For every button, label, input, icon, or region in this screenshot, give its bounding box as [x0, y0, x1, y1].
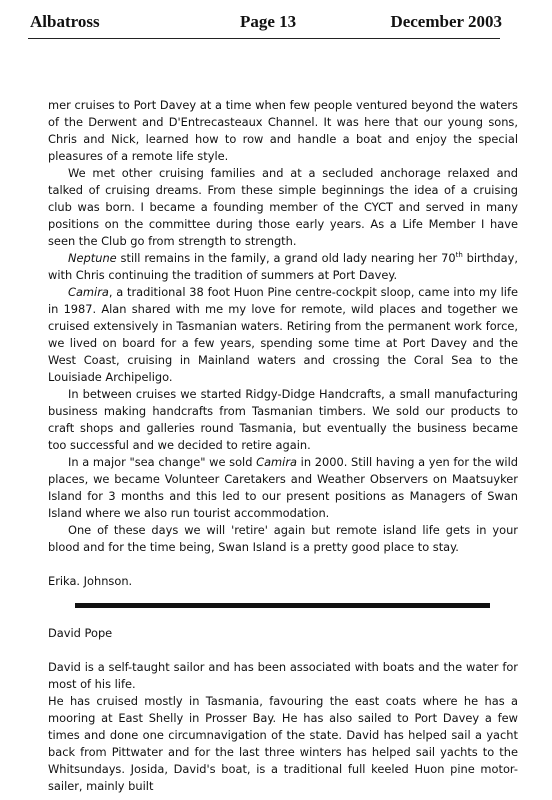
article-paragraph [48, 284, 518, 386]
newsletter-title: Albatross [30, 12, 100, 31]
section-divider [75, 603, 490, 608]
boat-name: Camira [68, 285, 109, 299]
article-paragraph: One of these days we will 'retire' again but remote island life gets in your blood and for the time being, Swan Island is a pretty good place to stay. [48, 523, 518, 554]
article-paragraph: We met other cruising families and at a secluded anchorage relaxed and talked of cruising dreams. From these simple beginnings the idea of a cruising club was born. I became a founding member of the CYCT and served in many positions on the committee during those early years. As a Life Member I have seen the Club go from strength to strength. [48, 166, 518, 248]
article-paragraph: mer cruises to Port Davey at a time when few people ventured beyond the waters of the Derwent and D'Entrecasteaux Channel. It was here that our young sons, Chris and Nick, learned how to row and handle a boat and enjoy the special pleasures of a remote life style. [48, 98, 518, 163]
page-body [48, 97, 518, 795]
issue-date: December 2003 [390, 12, 502, 31]
article-paragraph: In between cruises we started Ridgy-Didge Handcrafts, a small manufacturing business making handcrafts from Tasmanian timbers. We sold our products to craft shops and galleries round Tasmania, but eventually the business became too successful and we decided to retire again. [48, 387, 518, 452]
boat-name: Camira [256, 455, 297, 469]
article-paragraph [48, 454, 518, 522]
article-paragraph [48, 250, 518, 284]
bio-paragraph: David is a self-taught sailor and has been associated with boats and the water for most of his life. [48, 660, 518, 691]
boat-name: Neptune [68, 251, 117, 265]
article-text: birthday, with Chris continuing the tradition of summers at Port Davey. [48, 251, 518, 282]
bio-paragraph: He has cruised mostly in Tasmania, favouring the east coats where he has a mooring at East Shelly in Prosser Bay. He has also sailed to Port Davey a few times and done one circumnavigation of the state. David has helped sail a yacht back from Pittwater and for the last three winters has helped sail yachts to the Whitsundays. Josida, David's boat, is a traditional full keeled Huon pine motor-sailer, mainly built [48, 694, 518, 793]
page-header [30, 12, 500, 34]
article-text: , a traditional 38 foot Huon Pine centre-cockpit sloop, came into my life in 1987. Alan shared with me my love for remote, wild places and together we cruised extensively in Tasmanian waters. Retiring from the permanent work force, we lived on board for a few years, spending some time at Port Davey and the West Coast, cruising in Mainland waters and crossing the Coral Sea to the Louisiade Archipeligo. [48, 285, 518, 384]
article-text: In a major "sea change" we sold [68, 455, 257, 469]
page-number: Page 13 [240, 12, 297, 31]
bio-heading: David Pope [48, 626, 113, 640]
author-signature: Erika. Johnson. [48, 574, 133, 588]
header-rule [28, 38, 500, 39]
article-text: still remains in the family, a grand old lady nearing her 70 [116, 251, 456, 265]
ordinal-suffix: th [455, 251, 463, 260]
article-text: in 2000. Still having a yen for the wild places, we became Volunteer Caretakers and Weather Observers on Maatsuyker Island for 3 months and this led to our present positions as Managers of Swan Island where we also run tourist accommodation. [48, 455, 518, 520]
